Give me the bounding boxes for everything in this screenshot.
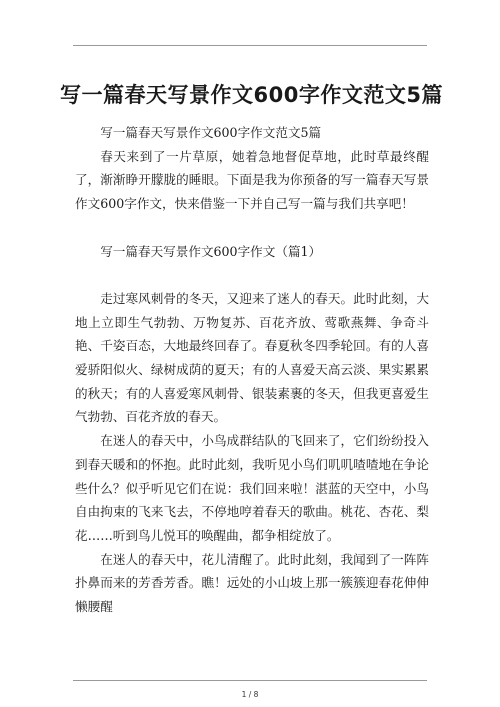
page-number: 1 / 8 <box>241 690 259 699</box>
document-title: 写一篇春天写景作文600字作文范文5篇 <box>60 83 443 107</box>
paragraph-body-3: 在迷人的春天中，花儿清醒了。此时此刻，我闻到了一阵阵扑鼻而来的芳香芳香。瞧！远处的小山坡上那一簇簇迎春花伸伸懒腰醒 <box>75 551 429 615</box>
paragraph-intro: 春天来到了一片草原，她着急地督促草地，此时草最终醒了，渐渐睁开朦胧的睡眼。下面是我为你预备的写一篇春天写景作文600字作文，快来借鉴一下并自己写一篇与我们共享吧！ <box>75 148 429 212</box>
paragraph-section-heading: 写一篇春天写景作文600字作文（篇1） <box>100 243 322 259</box>
header-divider <box>73 45 427 46</box>
paragraph-body-2: 在迷人的春天中，小鸟成群结队的飞回来了，它们纷纷投入到春天暖和的怀抱。此时此刻，我听见小鸟们叽叽喳喳地在争论些什么？似乎听见它们在说：我们回来啦！湛蓝的天空中，小鸟自由拘束的飞来飞去，不停地哼着春天的歌曲。桃花、杏花、梨花……听到鸟儿悦耳的唤醒曲，都争相绽放了。 <box>75 433 429 543</box>
paragraph-subtitle: 写一篇春天写景作文600字作文范文5篇 <box>100 125 322 140</box>
paragraph-body-1: 走过寒风刺骨的冬天，又迎来了迷人的春天。此时此刻，大地上立即生气勃勃、万物复苏、百花齐放、莺歌燕舞、争奇斗艳、千姿百态，大地最终回春了。春夏秋冬四季轮回。有的人喜爱骄阳似火、绿树成荫的夏天；有的人喜爱天高云淡、果实累累的秋天；有的人喜爱寒风刺骨、银装素裹的冬天，但我更喜爱生气勃勃、百花齐放的春天。 <box>75 290 429 425</box>
document-body <box>75 121 429 619</box>
footer-divider <box>73 680 427 681</box>
